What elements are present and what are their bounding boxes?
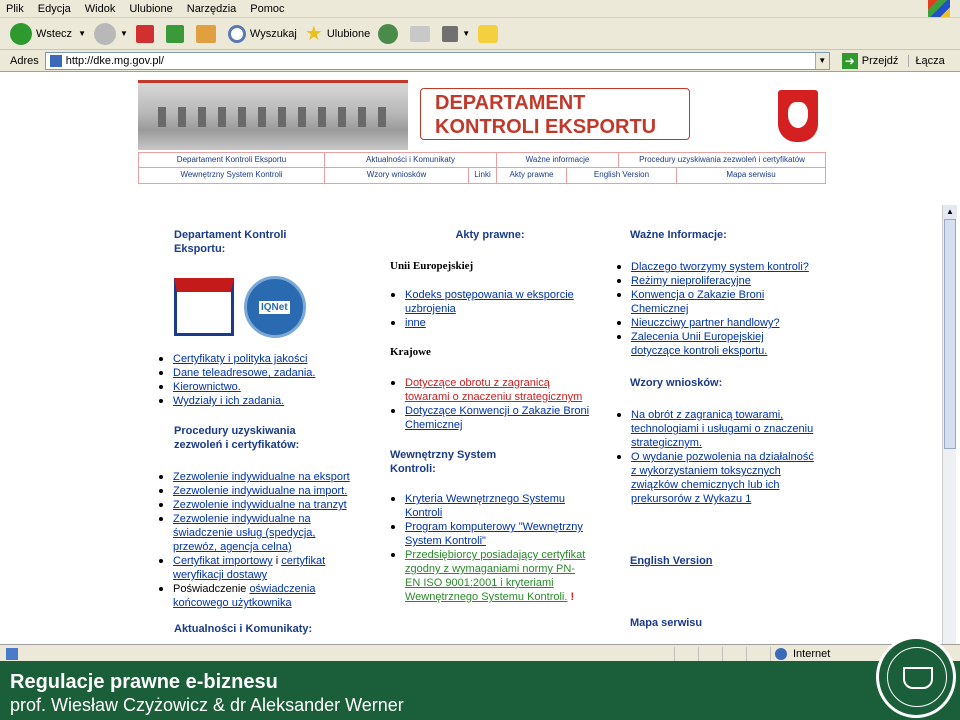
history-icon [378,24,398,44]
nav-forms[interactable]: Wzory wniosków [325,168,469,183]
forward-arrow-icon [94,23,116,45]
national-subheading: Krajowe [390,346,431,358]
back-arrow-icon [10,23,32,45]
back-button[interactable]: Wstecz ▼ [10,23,86,45]
legal-acts-heading: Akty prawne: [455,229,525,241]
scroll-up-icon[interactable]: ▲ [943,205,957,219]
list-item: Kierownictwo. [158,380,368,394]
address-url: http://dke.mg.gov.pl/ [65,54,164,67]
list-item: O wydanie pozwolenia na działalność z wykorzystaniem toksycznych związków chemicznych lub ich prekursorów z Wykazu 1 [616,450,816,506]
page-content [6,74,956,642]
mouse-cursor-icon [576,588,583,606]
list-item: Program komputerowy "Wewnętrzny System Kontroli" [390,520,590,548]
messenger-button[interactable] [478,25,502,43]
chevron-down-icon[interactable]: ▼ [78,29,86,38]
slide-title: Regulacje prawne e-biznesu [10,671,278,693]
slide-authors: prof. Wiesław Czyżowicz & dr Aleksander Werner [10,695,404,715]
scroll-thumb[interactable] [944,219,956,449]
wsk-heading: Wewnętrzny System Kontroli: [390,449,497,475]
polish-eagle-emblem-icon [778,90,818,142]
stop-icon [136,25,154,43]
site-banner [138,80,826,150]
browser-toolbar [0,18,960,50]
list-item: Poświadczenie oświadczenia końcowego użytkownika [158,582,338,610]
page-icon [6,648,18,660]
search-icon [228,25,246,43]
procedures-links [158,470,368,610]
address-label: Adres [10,54,39,67]
globe-icon [775,648,787,660]
building-image [138,80,408,150]
print-button[interactable] [410,26,434,42]
site-title: DEPARTAMENT KONTROLI EKSPORTU [420,88,690,140]
menu-favorites[interactable]: Ulubione [129,2,173,15]
nav-procedures[interactable]: Procedury uzyskiwania zezwoleń i certyfikatów [639,155,805,164]
list-item: Konwencja o Zakazie Broni Chemicznej [616,288,816,316]
menu-file[interactable]: Plik [6,2,24,15]
list-item: Wydziały i ich zadania. [158,394,368,408]
important-links [616,260,816,358]
list-item: Certyfikat importowy i certyfikat weryfikacji dostawy [158,554,338,582]
chevron-down-icon[interactable]: ▼ [462,29,471,38]
list-item: Dotyczące Konwencji o Zakazie Broni Chemicznej [390,404,590,432]
menu-help[interactable]: Pomoc [250,2,285,15]
list-item: Zalecenia Unii Europejskiej dotyczące kontroli eksportu. [616,330,816,358]
right-column [616,228,816,630]
nav-dke[interactable]: Departament Kontroli Eksportu [139,153,325,167]
dke-heading: Departament Kontroli Eksportu: [174,229,287,255]
go-arrow-icon[interactable]: ➜ [842,53,858,69]
refresh-icon [166,25,184,43]
list-item: Certyfikaty i polityka jakości [158,352,368,366]
eu-links [390,288,590,330]
windows-logo-icon [928,0,950,17]
home-icon [196,25,216,43]
forward-button[interactable] [94,23,128,45]
list-item: Dlaczego tworzymy system kontroli? [616,260,816,274]
favorites-button[interactable]: ★ Ulubione [304,23,371,45]
eu-subheading: Unii Europejskiej [390,260,474,272]
list-item: Nieuczciwy partner handlowy? [616,316,816,330]
nav-wsk[interactable]: Wewnętrzny System Kontroli [139,168,325,183]
chevron-down-icon[interactable]: ▼ [119,29,128,38]
news-heading: Aktualności i Komunikaty: [174,623,313,635]
nav-english[interactable]: English Version [567,168,677,183]
links-button[interactable]: Łącza [908,55,944,67]
national-links [390,376,590,432]
list-item: Dane teleadresowe, zadania. [158,366,368,380]
status-bar [0,644,960,662]
menu-tools[interactable]: Narzędzia [186,2,237,15]
list-item: Kryteria Wewnętrznego Systemu Kontroli [390,492,590,520]
menu-view[interactable]: Widok [84,2,116,15]
edit-button[interactable] [442,26,470,42]
vertical-scrollbar[interactable] [942,205,956,645]
stop-button[interactable] [136,25,158,43]
list-item: Zezwolenie indywidualne na świadczenie usług (spedycja, przewóz, agencja celna) [158,512,338,554]
list-item: Dotyczące obrotu z zagranicą towarami o znaczeniu strategicznym [390,376,590,404]
iqnet-logo: IQNet [244,276,306,338]
university-seal-logo [876,636,956,718]
nav-links[interactable]: Linki [469,168,497,183]
list-item: Reżimy nieproliferacyjne [616,274,816,288]
list-item: inne [390,316,590,330]
forms-links [616,408,816,506]
site-nav [138,152,826,184]
important-heading: Ważne Informacje: [630,229,727,241]
nav-legal-acts[interactable]: Akty prawne [497,168,567,183]
list-item: Zezwolenie indywidualne na eksport [158,470,368,484]
left-column [158,228,368,636]
list-item: Kodeks postępowania w eksporcie uzbrojenia [390,288,590,316]
forms-heading: Wzory wniosków: [630,377,723,389]
middle-column [390,228,590,604]
list-item: Zezwolenie indywidualne na tranzyt [158,498,368,512]
sitemap-heading: Mapa serwisu [630,617,703,629]
address-input[interactable] [45,52,830,70]
printer-icon [410,26,430,42]
english-version-link[interactable]: English Version [630,555,713,567]
nav-sitemap[interactable]: Mapa serwisu [726,170,776,179]
history-button[interactable] [378,24,402,44]
pca-certificate-logo [174,278,234,336]
star-icon: ★ [304,23,323,45]
menu-edit[interactable]: Edycja [37,2,71,15]
edit-icon [442,26,458,42]
dke-links [158,352,368,408]
address-bar [0,50,960,72]
list-item: Przedsiębiorcy posiadający certyfikat zgodny z wymaganiami normy PN-EN ISO 9001:2001 i kryteriami Wewnętrznego Systemu Kontroli. ! [390,548,590,604]
search-button[interactable]: Wyszukaj [228,25,297,43]
quality-logos [174,276,368,338]
list-item: Na obrót z zagranicą towarami, technologiami i usługami o znaczeniu strategicznym. [616,408,816,450]
zone-indicator: Internet [770,647,960,661]
new-badge: ! [570,591,575,603]
nav-important[interactable]: Ważne informacje [497,153,619,167]
slide-footer [0,661,960,720]
note-icon [478,25,498,43]
list-item: Zezwolenie indywidualne na import. [158,484,368,498]
home-button[interactable] [196,25,220,43]
procedures-heading: Procedury uzyskiwania zezwoleń i certyfikatów: [174,425,300,451]
wsk-links [390,492,590,604]
refresh-button[interactable] [166,25,188,43]
nav-news[interactable]: Aktualności i Komunikaty [325,153,497,167]
go-button[interactable]: Przejdź [861,54,899,67]
menu-bar [0,0,960,18]
page-icon [50,55,62,67]
chevron-down-icon[interactable]: ▼ [815,53,829,69]
